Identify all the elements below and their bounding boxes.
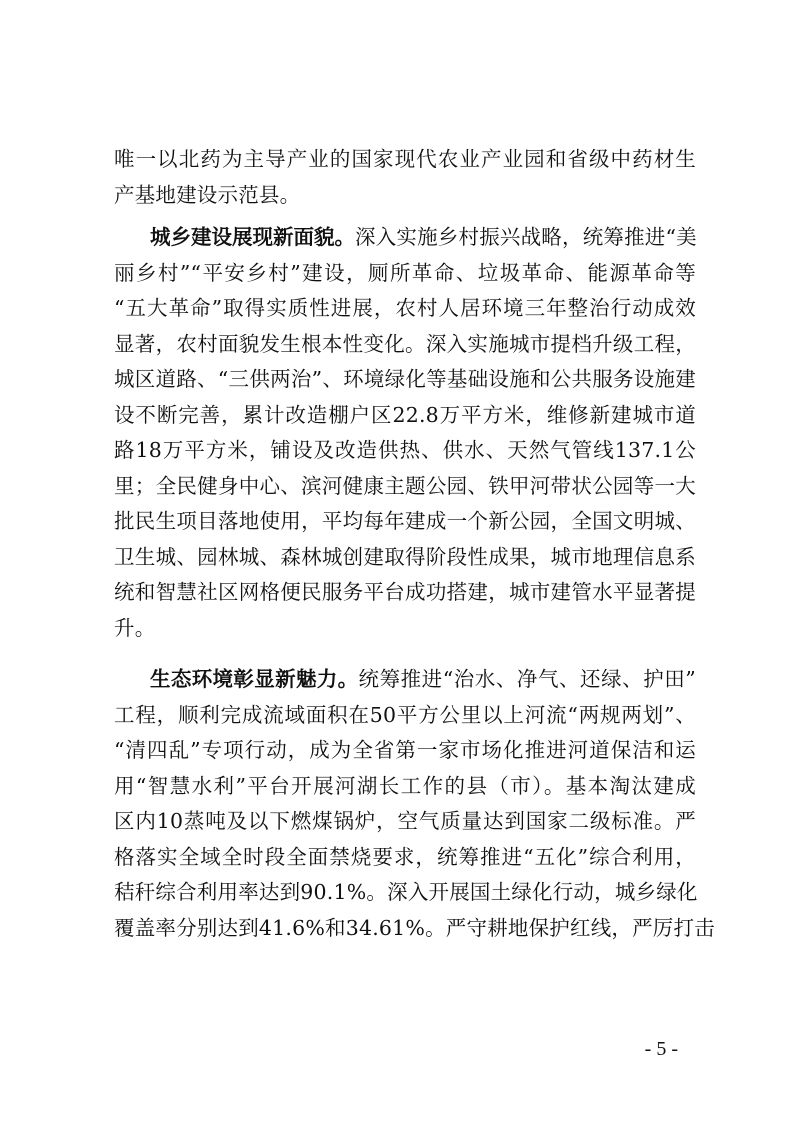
paragraph-line: 覆盖率分别达到41.6%和34.61%。严守耕地保护红线，严厉打击 [114,915,715,940]
paragraph-first-line [114,220,696,256]
paragraph-line: 统和智慧社区网格便民服务平台成功搭建，城市建管水平显著提 [114,580,696,604]
paragraph-line: “清四乱”专项行动，成为全省第一家市场化推进河道保洁和运 [114,738,696,762]
paragraph-line: 秸秆综合利用率达到90.1%。深入开展国土绿化行动，城乡绿化 [114,880,698,904]
paragraph-line: 卫生城、园林城、森林城创建取得阶段性成果，城市地理信息系 [114,544,696,569]
paragraph-line: 城区道路、“三供两治”、环境绿化等基础设施和公共服务设施建 [114,367,696,391]
paragraph-line: 工程，顺利完成流域面积在50平方公里以上河流“两规两划”、 [114,702,696,727]
paragraph-heading-rest: 统筹推进“治水、净气、还绿、护田” [358,667,696,691]
paragraph-line: 产基地建设示范县。 [114,182,301,207]
paragraph-line: 升。 [114,615,156,640]
paragraph-heading: 城乡建设展现新面貌。 [150,225,355,249]
paragraph-line: 唯一以北药为主导产业的国家现代农业产业园和省级中药材生 [114,147,696,171]
paragraph-line: 用“智慧水利”平台开展河湖长工作的县（市）。基本淘汰建成 [114,773,696,798]
paragraph-heading: 生态环境彰显新魅力。 [150,667,359,691]
paragraph-intro [114,142,696,213]
paragraph-line: 区内10蒸吨及以下燃煤锅炉，空气质量达到国家二级标准。严 [114,809,696,833]
page-number: - 5 - [644,1038,678,1060]
paragraph-heading-rest: 深入实施乡村振兴战略，统筹推进“美 [355,225,697,249]
paragraph-line: 格落实全域全时段全面禁烧要求，统筹推进“五化”综合利用， [114,844,696,869]
paragraph-line: 路18万平方米，铺设及改造供热、供水、天然气管线137.1公 [114,438,696,462]
paragraph-first-line [114,662,696,698]
paragraph-line: 批民生项目落地使用，平均每年建成一个新公园，全国文明城、 [114,509,696,533]
paragraph-ecology [114,662,715,946]
paragraph-line: “五大革命”取得实质性进展，农村人居环境三年整治行动成效 [114,296,696,320]
paragraph-line: 设不断完善，累计改造棚户区22.8万平方米，维修新建城市道 [114,402,696,427]
paragraph-line: 里；全民健身中心、滨河健康主题公园、铁甲河带状公园等一大 [114,473,696,498]
paragraph-line: 显著，农村面貌发生根本性变化。深入实施城市提档升级工程， [114,331,696,356]
paragraph-line: 丽乡村”“平安乡村”建设，厕所革命、垃圾革命、能源革命等 [114,260,696,285]
paragraph-urban-rural [114,220,696,646]
